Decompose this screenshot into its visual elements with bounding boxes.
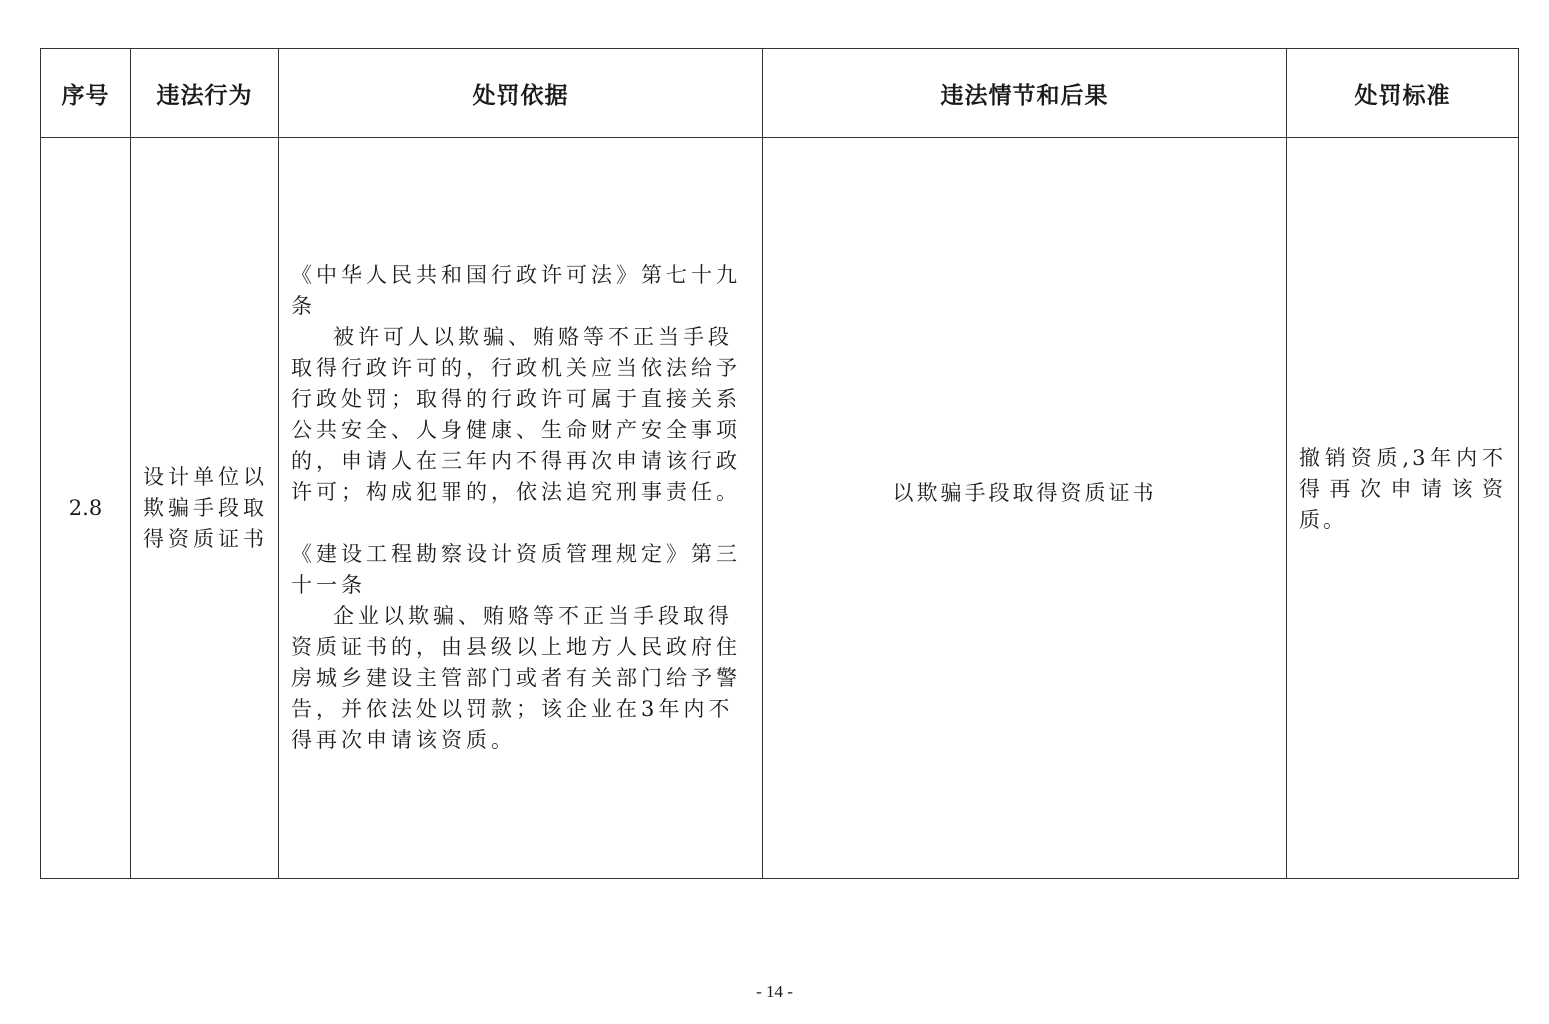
law2-title: 《建设工程勘察设计资质管理规定》第三十一条: [291, 542, 741, 597]
header-plot: 违法情节和后果: [763, 49, 1287, 138]
cell-seq: 2.8: [41, 138, 131, 879]
cell-behavior: 设计单位以欺骗手段取得资质证书: [131, 138, 279, 879]
cell-standard: [1287, 138, 1519, 879]
law2-text: 企业以欺骗、贿赂等不正当手段取得资质证书的，由县级以上地方人民政府住房城乡建设主管部门或者有关部门给予警告，并依法处以罚款；该企业在3年内不得再次申请该资质。: [291, 604, 741, 752]
penalty-table: [40, 48, 1519, 879]
header-behavior: 违法行为: [131, 49, 279, 138]
basis-block: [291, 260, 750, 756]
law1-text: 被许可人以欺骗、贿赂等不正当手段取得行政许可的，行政机关应当依法给予行政处罚；取得的行政许可属于直接关系公共安全、人身健康、生命财产安全事项的，申请人在三年内不得再次申请该行政许可；构成犯罪的，依法追究刑事责任。: [291, 325, 741, 504]
standard-text: 撤销资质,3年内不得再次申请该资质。: [1299, 446, 1506, 532]
header-standard: 处罚标准: [1287, 49, 1519, 138]
law1-title: 《中华人民共和国行政许可法》第七十九条: [291, 263, 741, 318]
header-seq: 序号: [41, 49, 131, 138]
table-row: [41, 138, 1519, 879]
cell-plot: 以欺骗手段取得资质证书: [763, 138, 1287, 879]
cell-basis: [279, 138, 763, 879]
basis-spacer: [291, 508, 750, 539]
table-header-row: [41, 49, 1519, 138]
page-number: - 14 -: [756, 982, 793, 1001]
header-basis: 处罚依据: [279, 49, 763, 138]
